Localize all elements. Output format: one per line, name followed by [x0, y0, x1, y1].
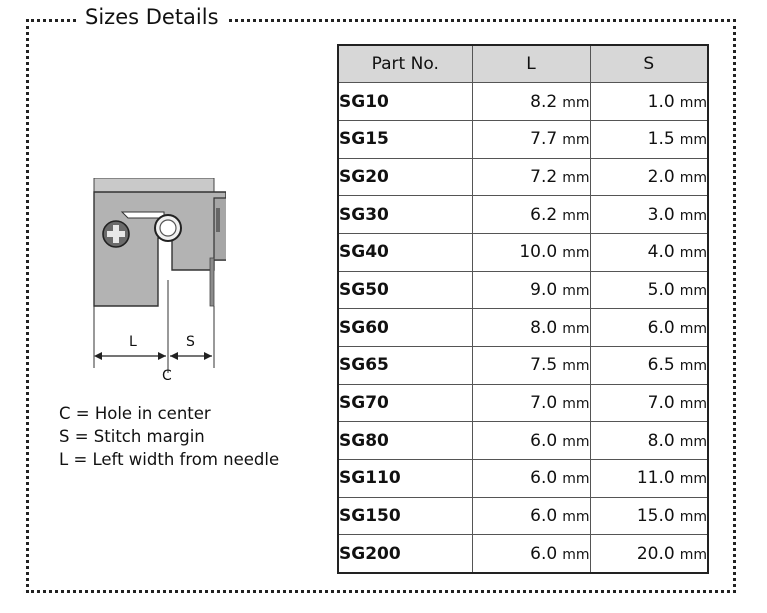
presser-foot-diagram: [86, 178, 226, 388]
legend-item-left: L = Left width from needle: [59, 450, 280, 469]
s-value-cell: [590, 347, 708, 385]
table-header-row: [338, 45, 708, 83]
legend-item-stitch: S = Stitch margin: [59, 427, 205, 446]
table-row: [338, 309, 708, 347]
legend-item-center: C = Hole in center: [59, 404, 211, 423]
part-number-cell: SG30: [338, 196, 472, 234]
screw-icon: [103, 221, 129, 247]
s-value-cell: [590, 422, 708, 460]
needle-hole-icon: [155, 215, 181, 241]
unit-label: mm: [679, 471, 707, 488]
part-number-cell: SG15: [338, 120, 472, 158]
s-value: 1.0: [647, 91, 675, 112]
l-value-cell: [472, 120, 590, 158]
l-value: 8.0: [530, 317, 558, 338]
s-value-cell: [590, 384, 708, 422]
table-row: [338, 535, 708, 573]
part-number-cell: SG150: [338, 497, 472, 535]
table-row: [338, 384, 708, 422]
l-value-cell: [472, 233, 590, 271]
header-l: L: [472, 45, 590, 83]
l-value-cell: [472, 384, 590, 422]
part-number-cell: SG20: [338, 158, 472, 196]
l-value-cell: [472, 422, 590, 460]
s-value: 8.0: [647, 430, 675, 451]
unit-label: mm: [679, 396, 707, 413]
table-row: [338, 347, 708, 385]
unit-label: mm: [679, 546, 707, 563]
l-value-cell: [472, 83, 590, 121]
unit-label: mm: [562, 546, 590, 563]
dimension-label-l: L: [129, 334, 137, 350]
s-value: 6.0: [647, 317, 675, 338]
l-value: 9.0: [530, 279, 558, 300]
section-title: Sizes Details: [77, 4, 227, 30]
table-row: [338, 120, 708, 158]
l-value: 7.2: [530, 166, 558, 187]
s-value-cell: [590, 309, 708, 347]
l-value: 7.0: [530, 393, 558, 414]
table-row: [338, 158, 708, 196]
part-number-cell: SG200: [338, 535, 472, 573]
s-value: 15.0: [636, 506, 675, 527]
s-value-cell: [590, 233, 708, 271]
unit-label: mm: [562, 169, 590, 186]
unit-label: mm: [562, 509, 590, 526]
l-value: 6.0: [530, 468, 558, 489]
unit-label: mm: [562, 320, 590, 337]
part-number-cell: SG10: [338, 83, 472, 121]
s-value-cell: [590, 271, 708, 309]
l-value: 7.7: [530, 129, 558, 150]
table-row: [338, 460, 708, 498]
part-number-cell: SG80: [338, 422, 472, 460]
s-value: 1.5: [647, 129, 675, 150]
s-value: 3.0: [647, 204, 675, 225]
header-s: S: [590, 45, 708, 83]
unit-label: mm: [679, 282, 707, 299]
l-value-cell: [472, 196, 590, 234]
l-value: 6.0: [530, 430, 558, 451]
s-value: 5.0: [647, 279, 675, 300]
part-number-cell: SG60: [338, 309, 472, 347]
part-number-cell: SG40: [338, 233, 472, 271]
dimension-label-c: C: [162, 368, 172, 384]
part-number-cell: SG65: [338, 347, 472, 385]
table-row: [338, 271, 708, 309]
s-value-cell: [590, 120, 708, 158]
unit-label: mm: [562, 433, 590, 450]
s-value-cell: [590, 497, 708, 535]
l-value-cell: [472, 497, 590, 535]
unit-label: mm: [679, 132, 707, 149]
table-row: [338, 83, 708, 121]
unit-label: mm: [679, 169, 707, 186]
s-value-cell: [590, 535, 708, 573]
unit-label: mm: [562, 396, 590, 413]
l-value-cell: [472, 271, 590, 309]
l-value: 6.0: [530, 543, 558, 564]
unit-label: mm: [562, 358, 590, 375]
unit-label: mm: [562, 207, 590, 224]
dimension-label-s: S: [186, 334, 195, 350]
l-value: 8.2: [530, 91, 558, 112]
header-part-no: Part No.: [338, 45, 472, 83]
l-value-cell: [472, 460, 590, 498]
table-row: [338, 422, 708, 460]
part-number-cell: SG110: [338, 460, 472, 498]
l-value-cell: [472, 158, 590, 196]
unit-label: mm: [679, 509, 707, 526]
l-value: 6.2: [530, 204, 558, 225]
s-value: 20.0: [636, 543, 675, 564]
sizes-table: [337, 44, 709, 574]
unit-label: mm: [562, 132, 590, 149]
s-value: 6.5: [647, 355, 675, 376]
s-value-cell: [590, 196, 708, 234]
unit-label: mm: [562, 282, 590, 299]
l-value-cell: [472, 535, 590, 573]
unit-label: mm: [562, 245, 590, 262]
l-value: 6.0: [530, 506, 558, 527]
unit-label: mm: [679, 358, 707, 375]
l-value-cell: [472, 347, 590, 385]
s-value-cell: [590, 460, 708, 498]
unit-label: mm: [562, 471, 590, 488]
unit-label: mm: [679, 433, 707, 450]
s-value-cell: [590, 83, 708, 121]
l-value: 7.5: [530, 355, 558, 376]
legend: [59, 402, 279, 471]
s-value: 4.0: [647, 242, 675, 263]
s-value-cell: [590, 158, 708, 196]
table-row: [338, 233, 708, 271]
part-number-cell: SG50: [338, 271, 472, 309]
unit-label: mm: [562, 94, 590, 111]
unit-label: mm: [679, 207, 707, 224]
unit-label: mm: [679, 320, 707, 337]
s-value: 2.0: [647, 166, 675, 187]
table-row: [338, 196, 708, 234]
s-value: 7.0: [647, 393, 675, 414]
l-value-cell: [472, 309, 590, 347]
unit-label: mm: [679, 245, 707, 262]
part-number-cell: SG70: [338, 384, 472, 422]
s-value: 11.0: [636, 468, 675, 489]
unit-label: mm: [679, 94, 707, 111]
table-row: [338, 497, 708, 535]
l-value: 10.0: [519, 242, 558, 263]
